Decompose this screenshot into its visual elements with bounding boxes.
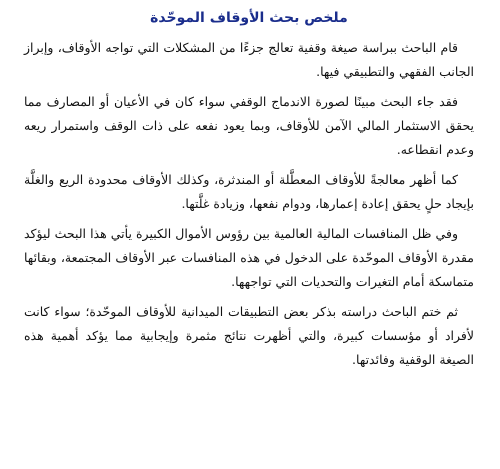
paragraph-4: وفي ظل المنافسات المالية العالمية بين رؤوس الأموال الكبيرة يأتي هذا البحث ليؤكد مقدرة الأوقاف الموحّدة على الدخول في هذه المنافسات عبر الأوقاف المجتمعة، وبقائها متماسكة أمام التغيرات والتحديات التي تواجهها. (24, 226, 474, 289)
paragraph-3: كما أظهر معالجةً للأوقاف المعطَّلة أو المندثرة، وكذلك الأوقاف محدودة الريع والغلَّة بإيجاد حلٍ يحقق إعادة إعمارها، ودوام نفعها، وزيادة غلَّتها. (24, 172, 474, 211)
paragraph-5: ثم ختم الباحث دراسته بذكر بعض التطبيقات الميدانية للأوقاف الموحّدة؛ سواء كانت لأفراد أو مؤسسات كبيرة، والتي أظهرت نتائج مثمرة وإيجابية مما يؤكد أهمية هذه الصيغة الوقفية وفائدتها. (24, 304, 474, 367)
paragraph-2: فقد جاء البحث مبينًا لصورة الاندماج الوقفي سواء كان في الأعيان أو المصارف مما يحقق الاستثمار المالي الآمن للأوقاف، وبما يعود نفعه على ذات الوقف واستمرار ريعه وعدم انقطاعه. (24, 94, 474, 157)
paragraph-1: قام الباحث ببراسة صيغة وقفية تعالج جزءًا من المشكلات التي تواجه الأوقاف، وإبراز الجانب الفقهي والتطبيقي فيها. (24, 40, 474, 79)
document-title: ملخص بحث الأوقاف الموحّدة (150, 10, 348, 26)
